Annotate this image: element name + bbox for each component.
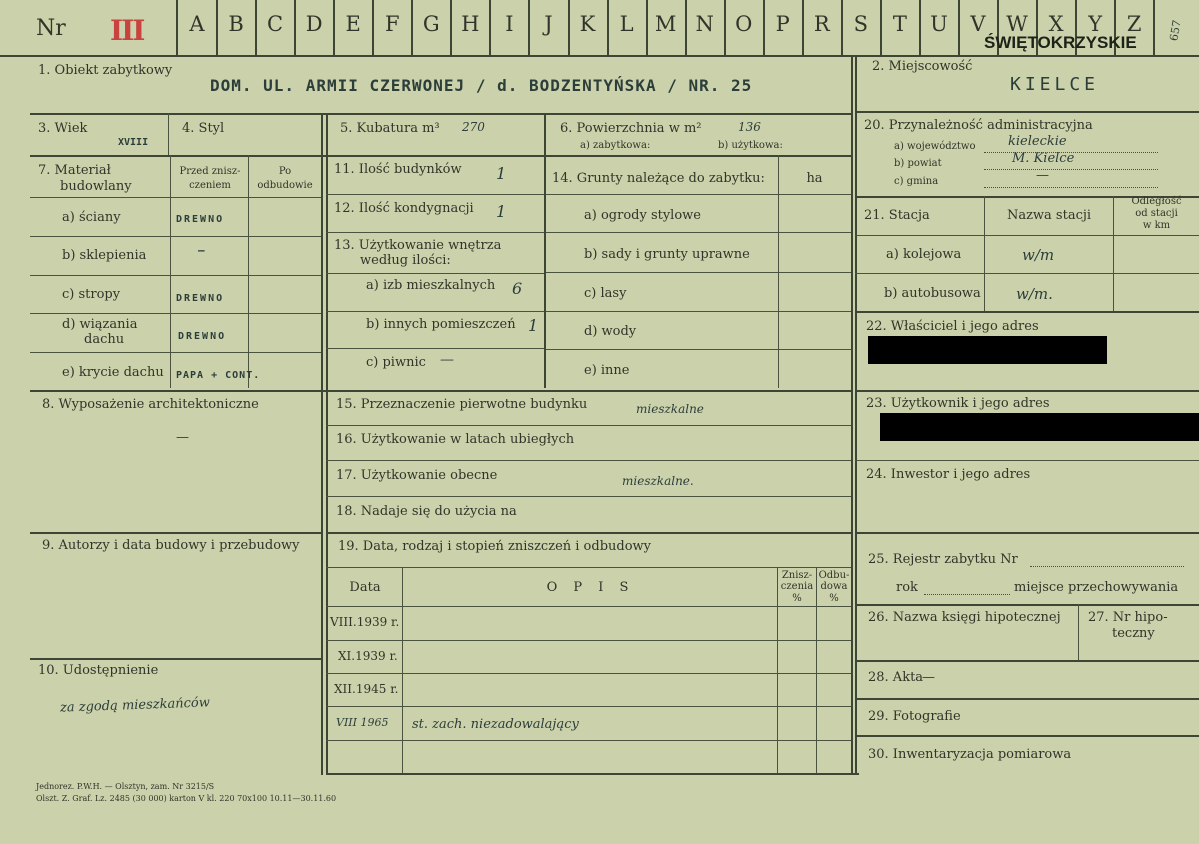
- index-letter-t: T: [892, 12, 907, 36]
- field-21-b-value: w/m.: [1016, 285, 1053, 303]
- field-5-label: 5. Kubatura m³: [340, 121, 440, 136]
- index-letter-m: M: [654, 12, 677, 36]
- index-letter-b: B: [228, 12, 244, 36]
- field-20-c-label: c) gmina: [894, 176, 939, 187]
- field-6-sub-b: b) użytkowa:: [718, 140, 783, 151]
- field-22-label: 22. Właściciel i jego adres: [866, 319, 1039, 334]
- field-26-label: 26. Nazwa księgi hipotecznej: [868, 610, 1061, 625]
- field-7-row-roof-frame-2: dachu: [84, 332, 125, 347]
- index-letter-w: W: [1006, 12, 1028, 36]
- field-13-a-value: 6: [512, 279, 523, 298]
- nr-value: III: [110, 14, 144, 47]
- field-7-label-2: budowlany: [60, 179, 132, 194]
- field-7-col-before-2: czeniem: [189, 180, 231, 191]
- field-20-c-value: —: [1036, 168, 1049, 183]
- field-7-col-before: Przed znisz-: [179, 166, 241, 177]
- index-letter-f: F: [384, 12, 400, 36]
- index-letter-o: O: [735, 12, 753, 36]
- index-letter-u: U: [930, 12, 948, 36]
- field-6-sub-a: a) zabytkowa:: [580, 140, 651, 151]
- field-2-value: KIELCE: [1010, 74, 1100, 95]
- field-14-row-forests: c) lasy: [584, 286, 627, 301]
- field-6-value: 136: [738, 120, 761, 134]
- field-10-label: 10. Udostępnienie: [38, 663, 159, 678]
- field-6-label: 6. Powierzchnia w m²: [560, 121, 702, 136]
- field-3-label: 3. Wiek: [38, 121, 88, 136]
- index-letter-r: R: [813, 12, 830, 36]
- field-10-value: za zgodą mieszkańców: [59, 695, 211, 716]
- field-15-value: mieszkalne: [636, 402, 704, 416]
- field-19-row-1-date: VIII.1939 r.: [330, 615, 400, 629]
- field-21-col-name: Nazwa stacji: [1006, 208, 1092, 223]
- field-16-label: 16. Użytkowanie w latach ubiegłych: [336, 432, 575, 447]
- field-13-label: 13. Użytkowanie wnętrza: [334, 238, 502, 253]
- field-13-b-value: 1: [528, 316, 539, 335]
- field-20-label: 20. Przynależność administracyjna: [864, 118, 1093, 133]
- field-13-c-label: c) piwnic: [366, 355, 426, 370]
- field-7-row-roof-frame: d) wiązania: [62, 317, 138, 332]
- field-7-row-roofing: e) krycie dachu: [62, 365, 164, 380]
- field-19-col-destr-2: czenia: [780, 581, 814, 592]
- field-29-label: 29. Fotografie: [868, 709, 961, 724]
- field-13-a-label: a) izb mieszkalnych: [366, 278, 496, 293]
- field-13-b-label: b) innych pomieszczeń: [366, 317, 516, 332]
- index-letter-e: E: [345, 12, 361, 36]
- field-7-row-vaults-before: —: [198, 244, 207, 257]
- field-19-row-2-date: XI.1939 r.: [338, 649, 398, 663]
- field-14-row-other: e) inne: [584, 363, 630, 378]
- field-20-b-value: M. Kielce: [1012, 151, 1075, 166]
- index-letter-y: Y: [1088, 12, 1103, 36]
- field-1-label: 1. Obiekt zabytkowy: [38, 63, 173, 78]
- index-letter-x: X: [1048, 12, 1064, 36]
- field-9-label: 9. Autorzy i data budowy i przebudowy: [42, 538, 300, 553]
- field-25-place-label: miejsce przechowywania: [1014, 580, 1179, 595]
- field-7-row-roofing-before: PAPA + CONT.: [176, 370, 261, 381]
- field-19-row-4-date: VIII 1965: [336, 716, 389, 729]
- field-14-row-orchards: b) sady i grunty uprawne: [584, 247, 750, 262]
- nr-label: Nr: [36, 16, 66, 41]
- field-7-row-walls-before: DREWNO: [176, 214, 225, 225]
- field-30-label: 30. Inwentaryzacja pomiarowa: [868, 747, 1072, 762]
- index-letter-n: N: [695, 12, 714, 36]
- field-4-label: 4. Styl: [182, 121, 225, 136]
- field-14-unit: ha: [806, 171, 823, 186]
- field-2-label: 2. Miejscowość: [872, 59, 973, 74]
- field-18-label: 18. Nadaje się do użycia na: [336, 504, 517, 519]
- field-19-col-rebuilt-2: dowa: [820, 581, 848, 592]
- index-letter-l: L: [619, 12, 634, 36]
- field-21-a-label: a) kolejowa: [886, 247, 962, 262]
- index-letter-v: V: [970, 12, 986, 36]
- index-letter-a: A: [189, 12, 205, 36]
- field-20-a-value: kieleckie: [1008, 134, 1067, 149]
- printer-line-1: Jednorez. P.W.H. — Olsztyn, zam. Nr 3215/S: [36, 782, 215, 791]
- field-21-col-dist-3: w km: [1142, 220, 1171, 231]
- field-12-label: 12. Ilość kondygnacji: [334, 201, 474, 216]
- field-21-b-label: b) autobusowa: [884, 286, 981, 301]
- field-7-row-ceilings-before: DREWNO: [176, 293, 225, 304]
- field-7-col-after-2: odbudowie: [257, 180, 313, 191]
- field-23-label: 23. Użytkownik i jego adres: [866, 396, 1050, 411]
- field-8-label: 8. Wyposażenie architektoniczne: [42, 397, 259, 412]
- owner-redaction: [868, 336, 1107, 364]
- index-letter-g: G: [422, 12, 440, 36]
- field-5-value: 270: [462, 120, 485, 134]
- field-20-b-label: b) powiat: [894, 158, 942, 169]
- index-letter-k: K: [579, 12, 596, 36]
- field-11-value: 1: [496, 164, 507, 183]
- corner-number: 657: [1167, 19, 1184, 42]
- index-letter-c: C: [267, 12, 284, 36]
- field-20-a-label: a) województwo: [894, 141, 976, 152]
- field-17-value: mieszkalne.: [622, 474, 694, 488]
- field-7-row-roof-frame-before: DREWNO: [178, 331, 227, 342]
- field-28-label: 28. Akta: [868, 670, 924, 685]
- field-14-row-waters: d) wody: [584, 324, 637, 339]
- index-letter-divider: [1153, 0, 1155, 55]
- field-12-value: 1: [496, 202, 507, 221]
- index-letter-p: P: [775, 12, 790, 36]
- field-21-label: 21. Stacja: [864, 208, 930, 223]
- field-19-col-destr-3: %: [792, 593, 802, 604]
- field-17-label: 17. Użytkowanie obecne: [336, 468, 498, 483]
- index-letter-z: Z: [1126, 12, 1142, 36]
- field-19-col-rebuilt-1: Odbu-: [818, 570, 850, 581]
- field-24-label: 24. Inwestor i jego adres: [866, 467, 1031, 482]
- index-letter-s: S: [853, 12, 869, 36]
- field-19-row-4-desc: st. zach. niezadowalający: [412, 717, 579, 732]
- field-25-label: 25. Rejestr zabytku Nr: [868, 552, 1018, 567]
- field-21-a-value: w/m: [1022, 246, 1055, 264]
- field-7-label: 7. Materiał: [38, 163, 111, 178]
- field-21-col-dist-1: Odległość: [1131, 196, 1182, 207]
- printer-line-2: Olszt. Z. Graf. Lz. 2485 (30 000) karton V kl. 220 70x100 10.11—30.11.60: [36, 794, 337, 803]
- field-11-label: 11. Ilość budynków: [334, 162, 462, 177]
- field-19-col-rebuilt-3: %: [829, 593, 839, 604]
- district-stamp: ŚWIĘTOKRZYSKIE: [984, 33, 1137, 52]
- field-21-col-dist-2: od stacji: [1135, 208, 1178, 219]
- field-7-row-walls: a) ściany: [62, 210, 121, 225]
- index-letter-h: H: [461, 12, 480, 36]
- field-19-col-date: Data: [349, 580, 381, 595]
- field-3-value: XVIII: [118, 137, 149, 148]
- field-27-label: 27. Nr hipo-: [1088, 610, 1168, 625]
- field-13-c-value: —: [440, 352, 454, 368]
- field-7-col-after: Po: [278, 166, 292, 177]
- user-redaction: [880, 413, 1199, 441]
- field-14-label: 14. Grunty należące do zabytku:: [552, 171, 765, 186]
- field-13-label-2: według ilości:: [360, 253, 451, 268]
- field-1-value: DOM. UL. ARMII CZERWONEJ / d. BODZENTYŃSKA / NR. 25: [210, 76, 753, 95]
- field-25-year-label: rok: [896, 580, 918, 595]
- field-7-row-ceilings: c) stropy: [62, 287, 121, 302]
- field-15-label: 15. Przeznaczenie pierwotne budynku: [336, 397, 588, 412]
- index-letter-i: I: [505, 12, 514, 36]
- field-7-row-vaults: b) sklepienia: [62, 248, 147, 263]
- field-19-label: 19. Data, rodzaj i stopień zniszczeń i odbudowy: [338, 539, 652, 554]
- field-27-label-2: teczny: [1112, 626, 1155, 641]
- field-14-row-gardens: a) ogrody stylowe: [584, 208, 701, 223]
- field-28-value: —: [922, 670, 935, 685]
- field-8-value: —: [176, 430, 189, 445]
- field-19-col-desc: O P I S: [546, 580, 635, 595]
- field-19-row-3-date: XII.1945 r.: [334, 682, 399, 696]
- index-letter-j: J: [544, 12, 553, 36]
- field-19-col-destr-1: Znisz-: [781, 570, 813, 581]
- index-letter-d: D: [305, 12, 323, 36]
